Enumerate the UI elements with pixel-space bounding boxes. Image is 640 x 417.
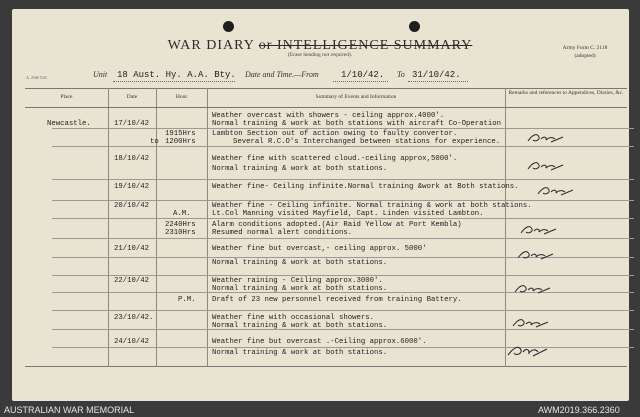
- summary-line: Weather overcast with showers - ceiling approx.4000'.: [212, 112, 445, 120]
- hour-cell: 2310Hrs: [165, 229, 196, 237]
- signature-initials: [505, 343, 551, 359]
- date-cell: 22/10/42: [114, 277, 150, 285]
- summary-line: Draft of 23 new personnel received from training Battery.: [212, 296, 462, 304]
- accession-number: AWM2019.366.2360: [538, 405, 620, 415]
- row-rule: [52, 275, 634, 276]
- summary-line: Normal training & work at both stations.: [212, 349, 388, 357]
- hour-cell: 2240Hrs: [165, 221, 196, 229]
- hour-cell: P.M.: [178, 296, 196, 304]
- date-cell: 24/10/42: [114, 338, 150, 346]
- hour-cell: 1200Hrs: [165, 138, 196, 146]
- summary-line: Lt.Col Manning visited Mayfield, Capt. Linden visited Lambton.: [212, 210, 484, 218]
- summary-line: Weather fine with occasional showers.: [212, 314, 375, 322]
- date-from: 1/10/42.: [341, 70, 385, 80]
- unit-value: 18 Aust. Hy. A.A. Bty.: [117, 70, 236, 80]
- summary-line: Normal training & work at both stations.: [212, 285, 388, 293]
- row-rule: [52, 310, 634, 311]
- signature-initials: [510, 316, 552, 330]
- date-cell: 23/10/42.: [114, 314, 154, 322]
- row-rule: [52, 238, 634, 239]
- header-divider: [25, 107, 627, 108]
- summary-line: Weather fine with scattered cloud.-ceiling approx,5000'.: [212, 155, 458, 163]
- col-divider: [156, 88, 157, 367]
- summary-line: Several R.C.O's Interchanged between stations for experience.: [233, 138, 501, 146]
- unit-label: Unit: [93, 70, 108, 79]
- summary-line: Lambton Section out of action owing to faulty convertor.: [212, 130, 458, 138]
- summary-line: Weather raining - Ceiling approx.3000'.: [212, 277, 383, 285]
- col-remarks: Remarks and references to Appendices, Diaries, &c.: [508, 90, 624, 96]
- place-cell: Newcastle.: [47, 120, 91, 128]
- hour-cell: A.M.: [173, 210, 191, 218]
- to-label: To: [397, 70, 405, 79]
- col-place: Place: [60, 94, 73, 100]
- row-rule: [52, 218, 634, 219]
- col-date: Date: [126, 94, 138, 100]
- title-prefix: WAR DIARY: [167, 38, 255, 53]
- row-rule: [52, 146, 634, 147]
- col-hour: Hour: [175, 94, 188, 100]
- row-rule: [52, 128, 634, 129]
- col-divider: [207, 88, 208, 367]
- signature-initials: [525, 131, 567, 145]
- date-to-underline: [408, 81, 468, 82]
- hour-cell: to: [150, 138, 159, 146]
- summary-line: Normal training & work at both stations.: [212, 259, 388, 267]
- col-summary: Summary of Events and Information: [315, 94, 397, 100]
- date-cell: 20/10/42: [114, 202, 150, 210]
- binder-hole-left: [223, 21, 234, 32]
- date-from-underline: [333, 81, 388, 82]
- signature-initials: [515, 248, 557, 262]
- summary-line: Normal training & work at both stations.: [212, 165, 388, 173]
- summary-line: Normal training & work at both stations.: [212, 322, 388, 330]
- army-form-note: (adopted): [574, 53, 596, 59]
- row-rule: [52, 200, 634, 201]
- summary-line: Weather fine- Ceiling infinite.Normal training &work at Both stations.: [212, 183, 519, 191]
- signature-initials: [535, 184, 577, 198]
- date-cell: 17/10/42: [114, 120, 150, 128]
- signature-initials: [525, 159, 567, 173]
- summary-line: Normal training & work at both stations with aircraft Co-Operation: [212, 120, 502, 128]
- title-struck: or INTELLIGENCE SUMMARY: [258, 38, 473, 53]
- unit-underline: [113, 81, 235, 82]
- summary-line: Alarm conditions adopted.(Air Raid Yellow at Port Kembla): [212, 221, 462, 229]
- summary-line: Weather fine but overcast .-Ceiling approx.6000'.: [212, 338, 427, 346]
- summary-line: Weather fine - Ceiling infinite. Normal training & work at both stations.: [212, 202, 532, 210]
- date-to: 31/10/42.: [412, 70, 461, 80]
- summary-line: Resumed normal alert conditions.: [212, 229, 353, 237]
- hour-cell: 1915Hrs: [165, 130, 196, 138]
- col-divider: [108, 88, 109, 367]
- archive-credit: AUSTRALIAN WAR MEMORIAL: [4, 405, 135, 415]
- date-cell: 18/10/42: [114, 155, 150, 163]
- signature-initials: [518, 223, 560, 237]
- form-number: A. 2166 5/41: [26, 75, 47, 80]
- col-divider: [505, 88, 506, 367]
- army-form-label: [550, 44, 620, 60]
- army-form-number: Army Form C. 2118: [562, 45, 608, 51]
- signature-initials: [512, 282, 554, 296]
- binder-hole-right: [409, 21, 420, 32]
- date-cell: 21/10/42: [114, 245, 150, 253]
- row-rule: [52, 179, 634, 180]
- date-label: Date and Time.—From: [245, 70, 319, 79]
- date-cell: 19/10/42: [114, 183, 150, 191]
- page-subtitle: (Erase heading not required).: [287, 52, 353, 58]
- summary-line: Weather fine but overcast,- ceiling approx. 5000': [212, 245, 427, 253]
